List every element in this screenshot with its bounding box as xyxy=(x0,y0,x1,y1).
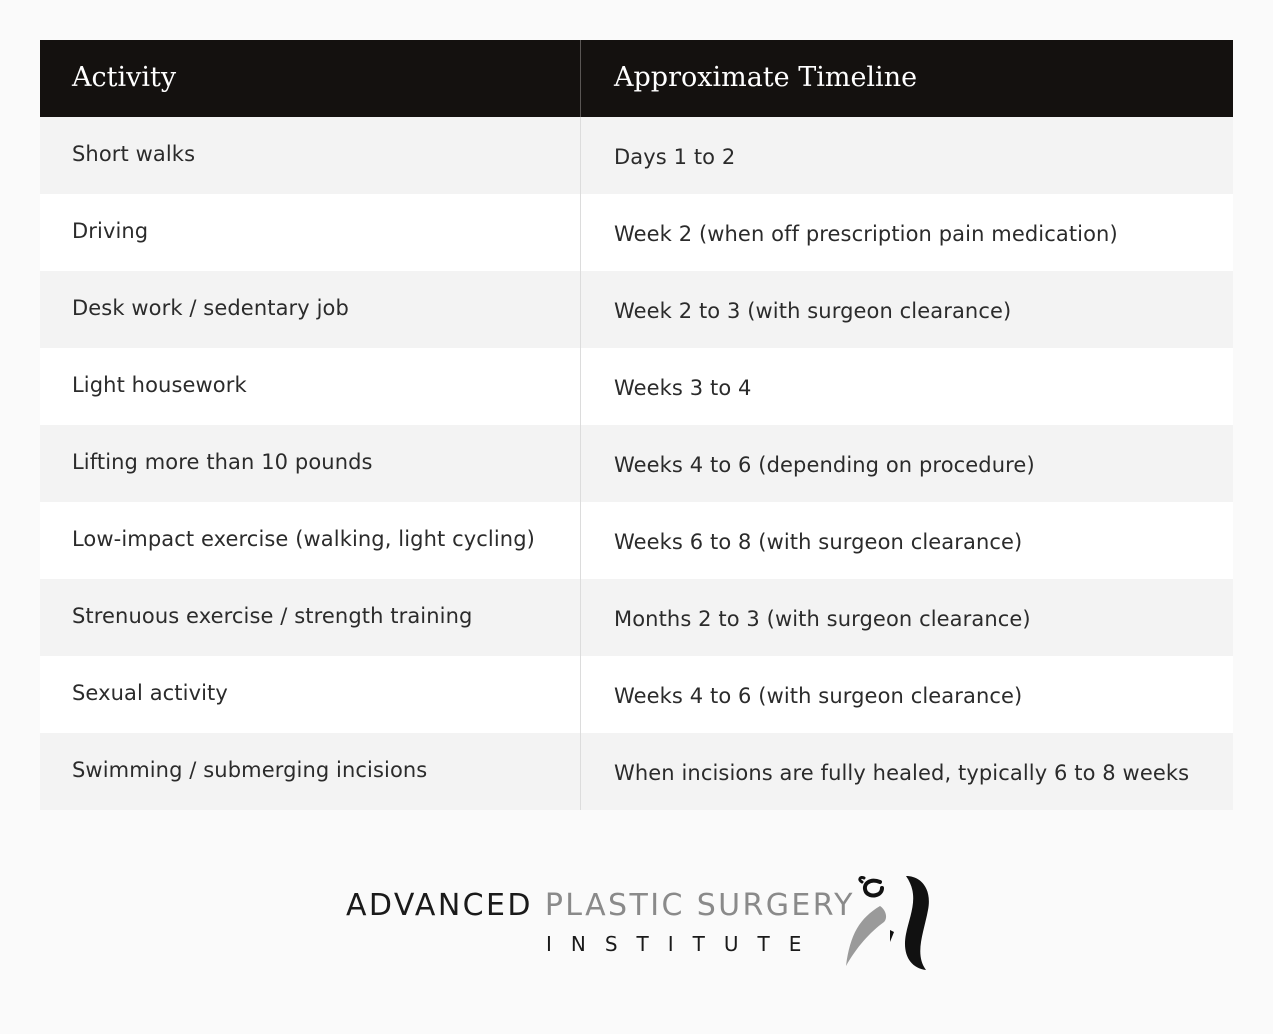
timeline-cell: When incisions are fully healed, typically 6 to 8 weeks xyxy=(614,761,1190,785)
table-header-row xyxy=(40,40,1233,117)
activity-cell: Short walks xyxy=(40,117,581,194)
timeline-cell: Week 2 to 3 (with surgeon clearance) xyxy=(614,299,1012,323)
timeline-cell: Weeks 3 to 4 xyxy=(614,376,752,400)
timeline-cell: Week 2 (when off prescription pain medication) xyxy=(614,222,1118,246)
logo-word-institute: INSTITUTE xyxy=(546,932,821,956)
logo-wordmark-line1 xyxy=(346,888,855,923)
header-timeline: Approximate Timeline xyxy=(614,62,918,93)
table-row xyxy=(40,579,1233,656)
table-row xyxy=(40,194,1233,271)
logo-figure-icon xyxy=(840,870,940,974)
activity-cell: Strenuous exercise / strength training xyxy=(40,579,581,656)
activity-cell: Sexual activity xyxy=(40,656,581,733)
header-activity: Activity xyxy=(40,40,581,117)
activity-cell: Low-impact exercise (walking, light cycling) xyxy=(40,502,581,579)
timeline-cell: Days 1 to 2 xyxy=(614,145,736,169)
recovery-timeline-table xyxy=(40,40,1233,810)
timeline-cell: Months 2 to 3 (with surgeon clearance) xyxy=(614,607,1031,631)
logo-word-advanced: ADVANCED xyxy=(346,888,533,923)
activity-cell: Driving xyxy=(40,194,581,271)
table-row xyxy=(40,271,1233,348)
table-row xyxy=(40,425,1233,502)
table-row xyxy=(40,348,1233,425)
logo-word-plastic-surgery: PLASTIC SURGERY xyxy=(544,888,855,923)
timeline-cell: Weeks 4 to 6 (with surgeon clearance) xyxy=(614,684,1023,708)
activity-cell: Light housework xyxy=(40,348,581,425)
activity-cell: Swimming / submerging incisions xyxy=(40,733,581,810)
timeline-cell: Weeks 4 to 6 (depending on procedure) xyxy=(614,453,1035,477)
table-row xyxy=(40,117,1233,194)
timeline-cell: Weeks 6 to 8 (with surgeon clearance) xyxy=(614,530,1023,554)
activity-cell: Lifting more than 10 pounds xyxy=(40,425,581,502)
table-row xyxy=(40,733,1233,810)
table-row xyxy=(40,656,1233,733)
activity-cell: Desk work / sedentary job xyxy=(40,271,581,348)
table-row xyxy=(40,502,1233,579)
institute-logo xyxy=(340,866,940,976)
